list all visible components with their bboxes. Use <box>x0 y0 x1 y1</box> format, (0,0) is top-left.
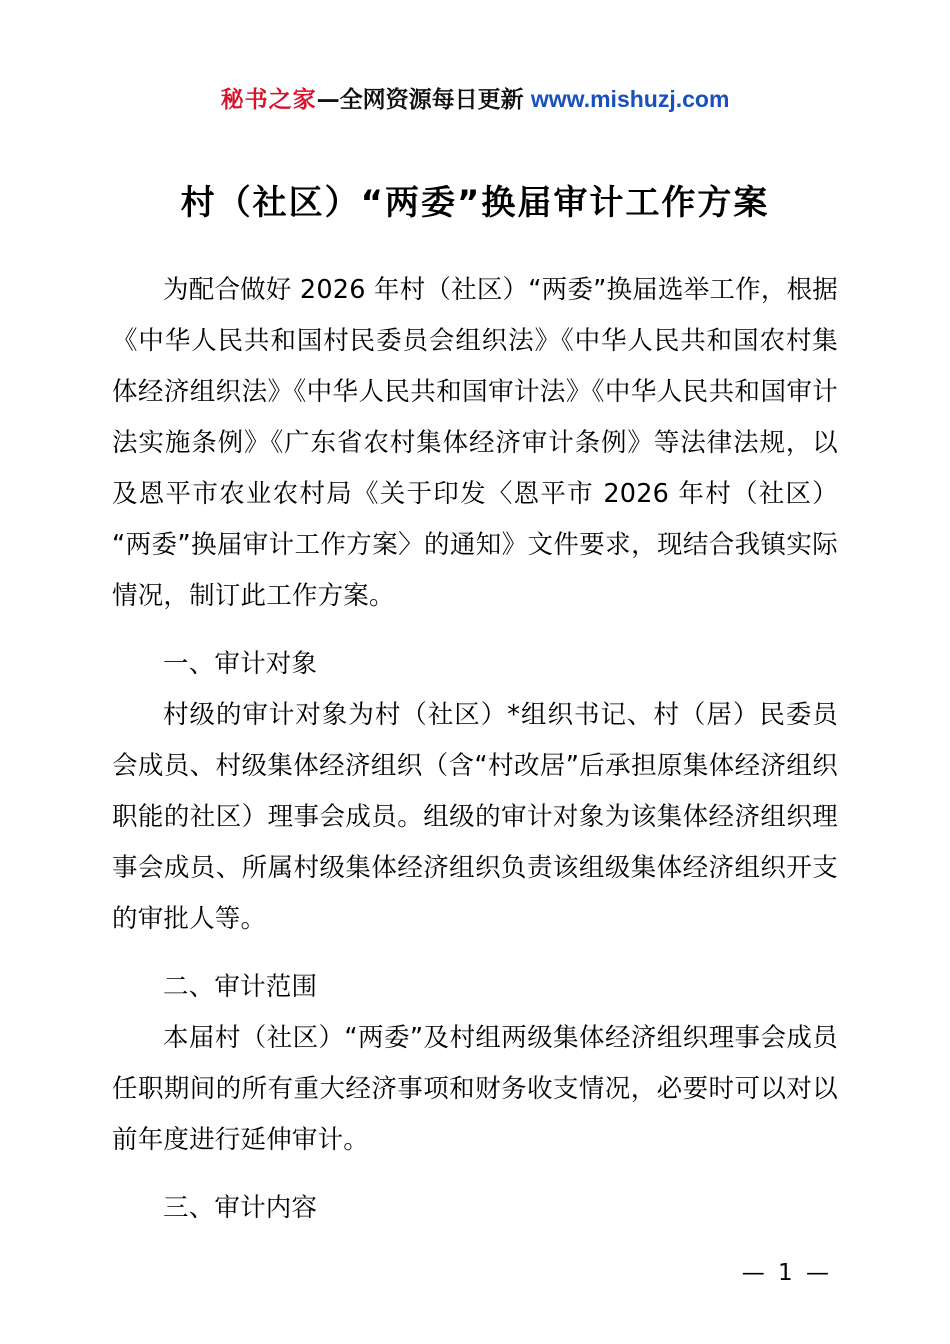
heading-audit-content: 三、审计内容 <box>163 1193 318 1223</box>
heading-audit-scope: 二、审计范围 <box>163 972 318 1002</box>
site-tagline: —全网资源每日更新 <box>316 87 524 113</box>
heading-audit-target: 一、审计对象 <box>163 649 318 679</box>
paragraph-intro: 为配合做好 2026 年村（社区）“两委”换届选举工作，根据《中华人民共和国村民委员会组织法》《中华人民共和国农村集体经济组织法》《中华人民共和国审计法》《中华人民共和国审计法实施条例》《广东省农村集体经济审计条例》等法律法规，以及恩平市农业农村局《关于印发〈恩平市 2026 年村（社区）“两委”换届审计工作方案〉的通知》文件要求，现结合我镇实际情况，制订此工作方案。 <box>112 275 838 611</box>
document-body <box>112 265 838 1234</box>
paragraph-audit-scope: 本届村（社区）“两委”及村组两级集体经济组织理事会成员任职期间的所有重大经济事项和财务收支情况，必要时可以对以前年度进行延伸审计。 <box>112 1023 838 1155</box>
page-number: — 1 — <box>741 1260 832 1286</box>
site-banner <box>110 86 840 115</box>
site-url[interactable]: www.mishuzj.com <box>530 86 730 112</box>
site-brand: 秘书之家 <box>220 86 317 113</box>
page-title: 村（社区）“两委”换届审计工作方案 <box>180 183 770 223</box>
paragraph-audit-target: 村级的审计对象为村（社区）*组织书记、村（居）民委员会成员、村级集体经济组织（含“村改居”后承担原集体经济组织职能的社区）理事会成员。组级的审计对象为该集体经济组织理事会成员、所属村级集体经济组织负责该组级集体经济组织开支的审批人等。 <box>112 700 838 934</box>
